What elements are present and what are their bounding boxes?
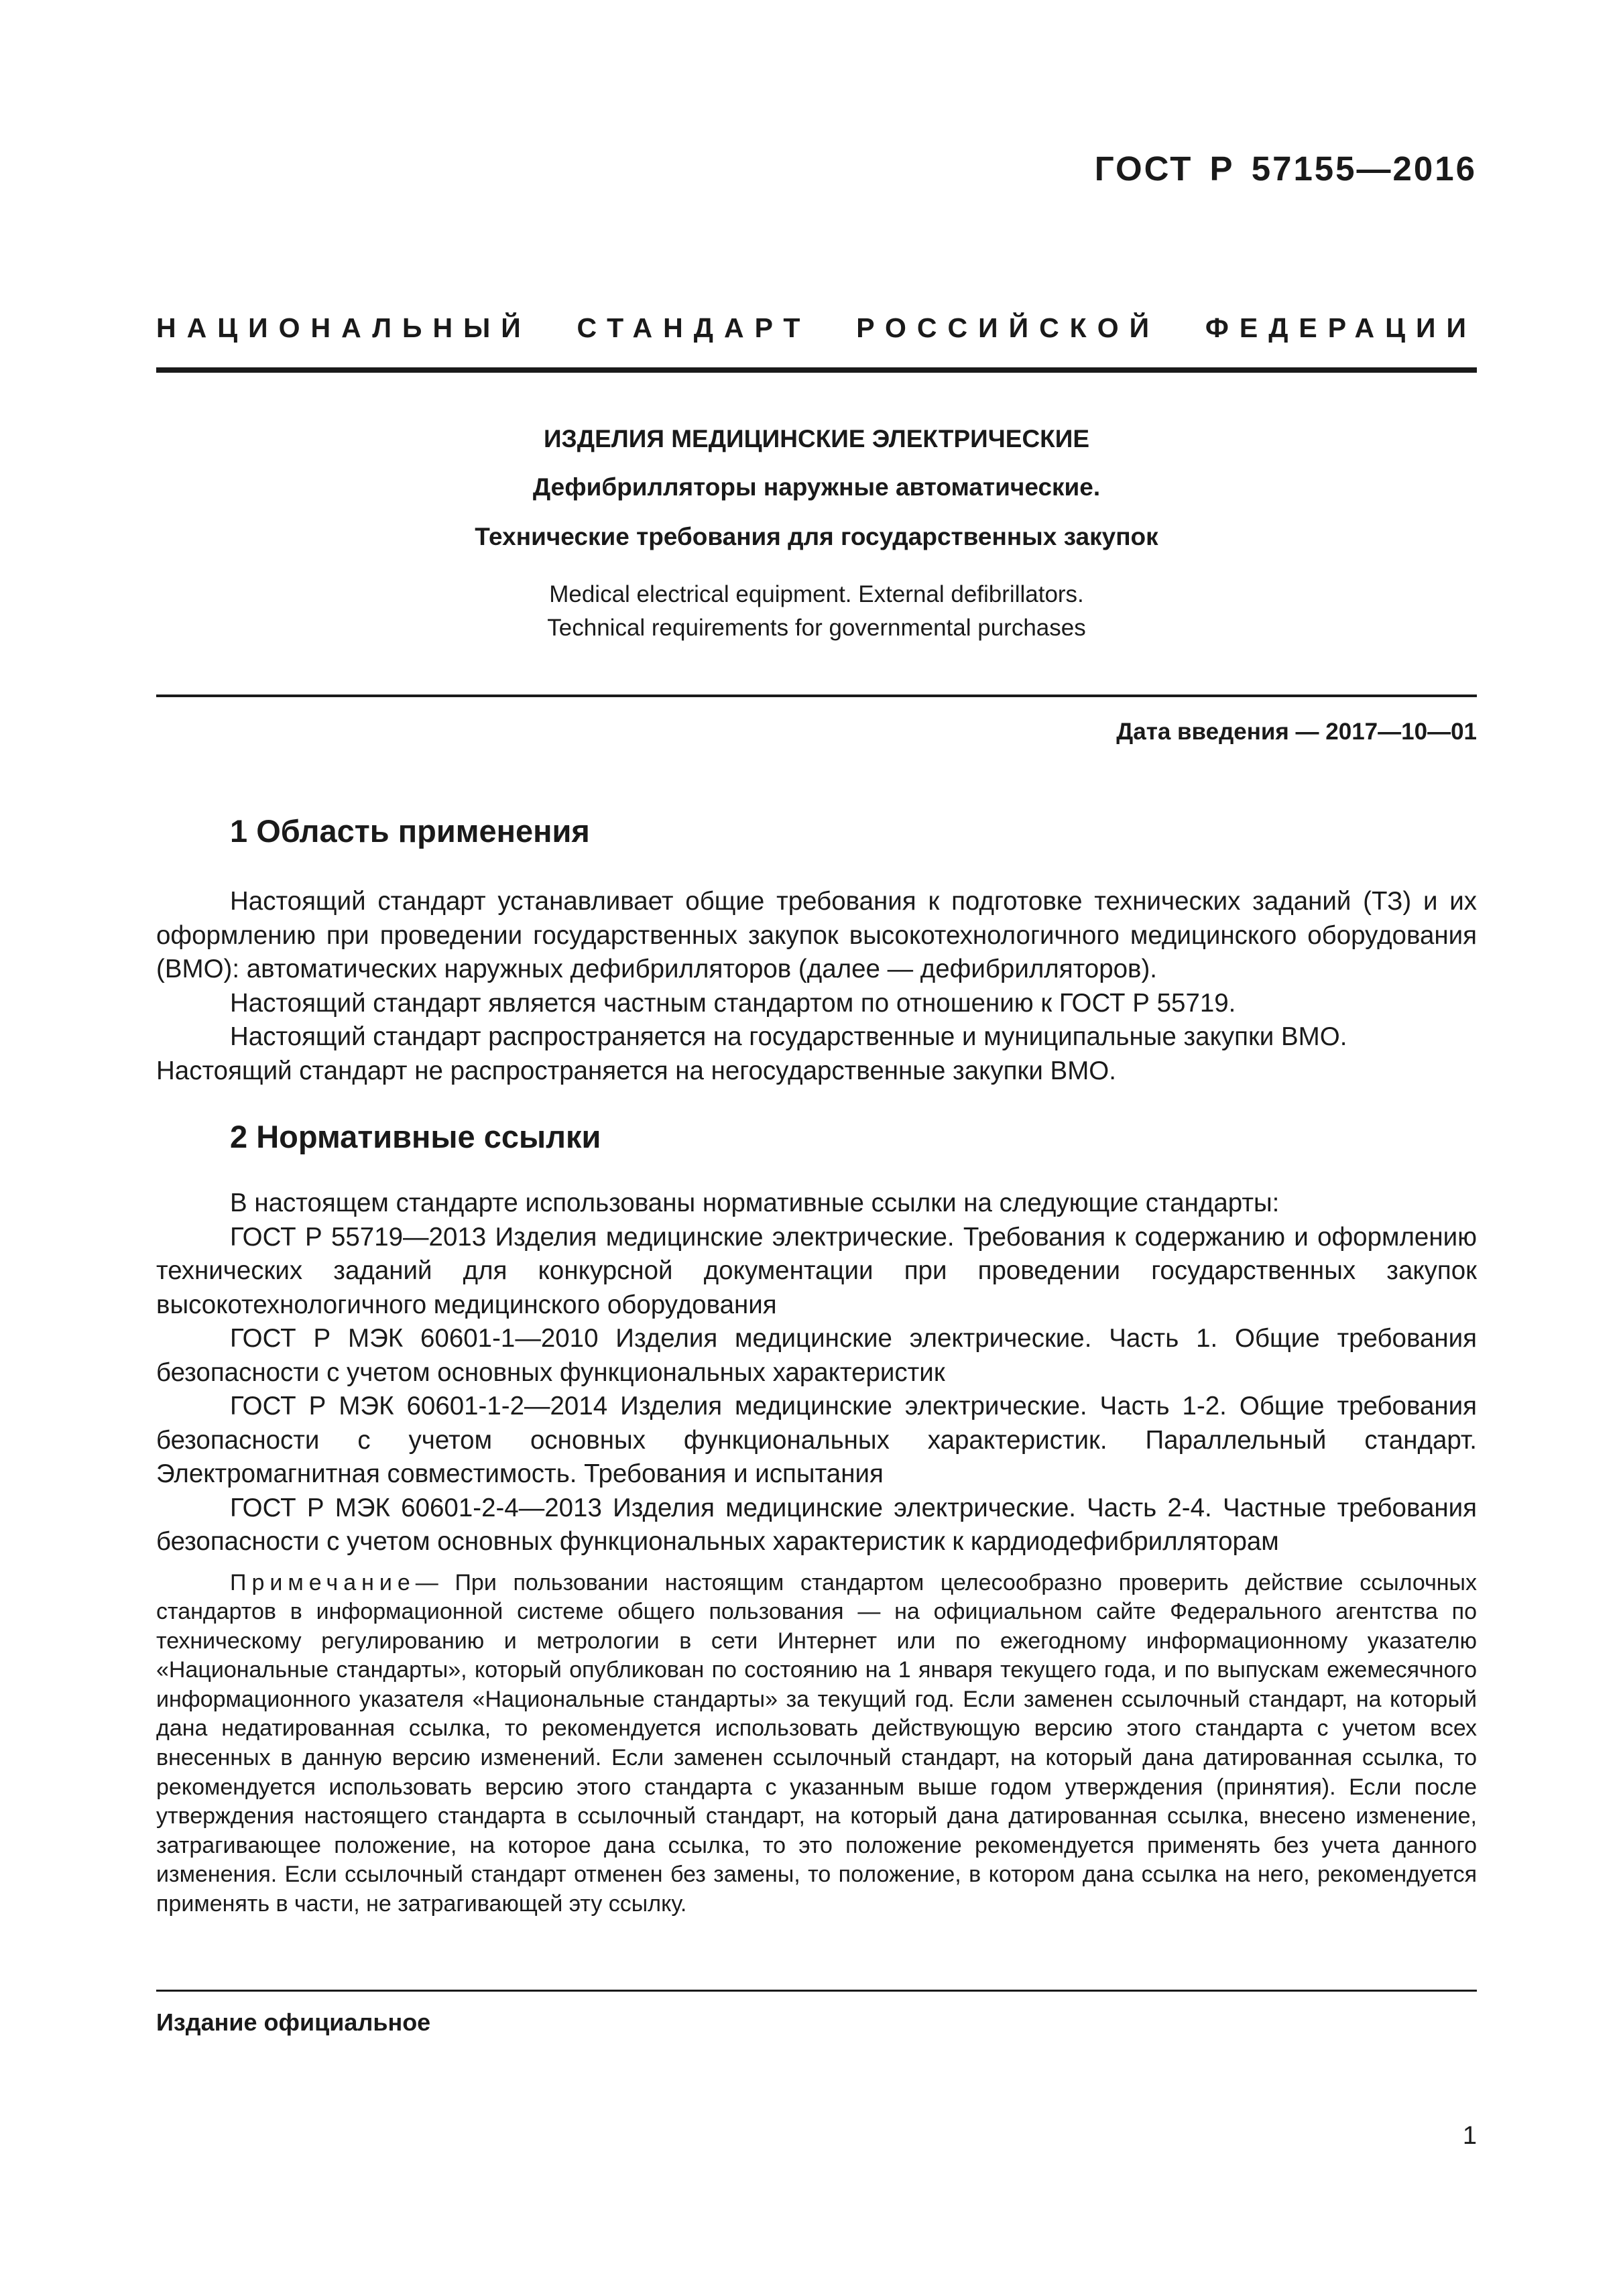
reference-entry: ГОСТ Р МЭК 60601-1—2010 Изделия медицинские электрические. Часть 1. Общие требования безопасности с учетом основных функциональных характеристик <box>156 1324 1477 1387</box>
title-block <box>156 422 1477 645</box>
section-1-paragraph: Настоящий стандарт распространяется на государственные и муниципальные закупки ВМО. <box>230 1022 1347 1051</box>
section-1-heading: 1 Область применения <box>230 813 590 849</box>
section-1-paragraph: Настоящий стандарт не распространяется на негосударственные закупки ВМО. <box>156 1056 1116 1085</box>
official-edition-label: Издание официальное <box>156 2008 431 2036</box>
footer-rule <box>156 1990 1477 1992</box>
page-number: 1 <box>1462 2122 1477 2150</box>
section-2-body <box>156 1187 1477 1919</box>
reference-entry: ГОСТ Р 55719—2013 Изделия медицинские электрические. Требования к содержанию и оформлению технических заданий для конкурсной документации при проведении государственных закупок высокотехнологичного медицинского оборудования <box>156 1222 1477 1319</box>
title-english-2: Technical requirements for governmental purchases <box>547 615 1086 641</box>
note-label: Примечание <box>230 1569 416 1595</box>
national-standard-banner: НАЦИОНАЛЬНЫЙ СТАНДАРТ РОССИЙСКОЙ ФЕДЕРАЦИИ <box>156 312 1477 343</box>
reference-entry: ГОСТ Р МЭК 60601-1-2—2014 Изделия медицинские электрические. Часть 1-2. Общие требования безопасности с учетом основных функциональных характеристик. Параллельный стандарт. Электромагнитная совместимость. Требования и испытания <box>156 1392 1477 1488</box>
section-2-heading: 2 Нормативные ссылки <box>230 1119 601 1154</box>
section-1-body <box>156 885 1477 1088</box>
header-rule <box>156 367 1477 373</box>
introduction-date: Дата введения — 2017—10—01 <box>1116 719 1477 745</box>
title-english-1: Medical electrical equipment. External defibrillators. <box>549 581 1084 607</box>
note-text: — При пользовании настоящим стандартом целесообразно проверить действие ссылочных стандартов в информационной системе общего пользования — на официальном сайте Федерального агентства по техническому регулированию и метрологии в сети Интернет или по ежегодному информационному указателю «Национальные стандарты», который опубликован по состоянию на 1 января текущего года, и по выпускам ежемесячного информационного указателя «Национальные стандарты» за текущий год. Если заменен ссылочный стандарт, на который дана недатированная ссылка, то рекомендуется использовать действующую версию этого стандарта с учетом всех внесенных в данную версию изменений. Если заменен ссылочный стандарт, на который дана датированная ссылка, то рекомендуется использовать версию этого стандарта с указанным выше годом утверждения (принятия). Если после утверждения настоящего стандарта в ссылочный стандарт, на который дана датированная ссылка, внесено изменение, затрагивающее положение, на которое дана ссылка, то это положение рекомендуется применять без учета данного изменения. Если ссылочный стандарт отменен без замены, то положение, в котором дана ссылка на него, рекомендуется применять в части, не затрагивающей эту ссылку. <box>156 1569 1477 1917</box>
section-2-paragraph: В настоящем стандарте использованы нормативные ссылки на следующие стандарты: <box>230 1189 1280 1217</box>
title-main: ИЗДЕЛИЯ МЕДИЦИНСКИЕ ЭЛЕКТРИЧЕСКИЕ <box>543 425 1090 452</box>
document-number: ГОСТ Р 57155—2016 <box>1094 149 1477 188</box>
reference-entry: ГОСТ Р МЭК 60601-2-4—2013 Изделия медицинские электрические. Часть 2-4. Частные требования безопасности с учетом основных функциональных характеристик к кардиодефибрилляторам <box>156 1493 1477 1556</box>
section-1-paragraph: Настоящий стандарт устанавливает общие требования к подготовке технических заданий (ТЗ) и их оформлению при проведении государственных закупок высокотехнологичного медицинского оборудования (ВМО): автоматических наружных дефибрилляторов (далее — дефибрилляторов). <box>156 887 1477 983</box>
note <box>156 1569 1477 1919</box>
title-rule <box>156 694 1477 697</box>
section-1-paragraph: Настоящий стандарт является частным стандартом по отношению к ГОСТ Р 55719. <box>230 988 1236 1018</box>
title-subtitle-2: Технические требования для государственных закупок <box>475 523 1158 550</box>
title-subtitle-1: Дефибрилляторы наружные автоматические. <box>532 473 1101 501</box>
